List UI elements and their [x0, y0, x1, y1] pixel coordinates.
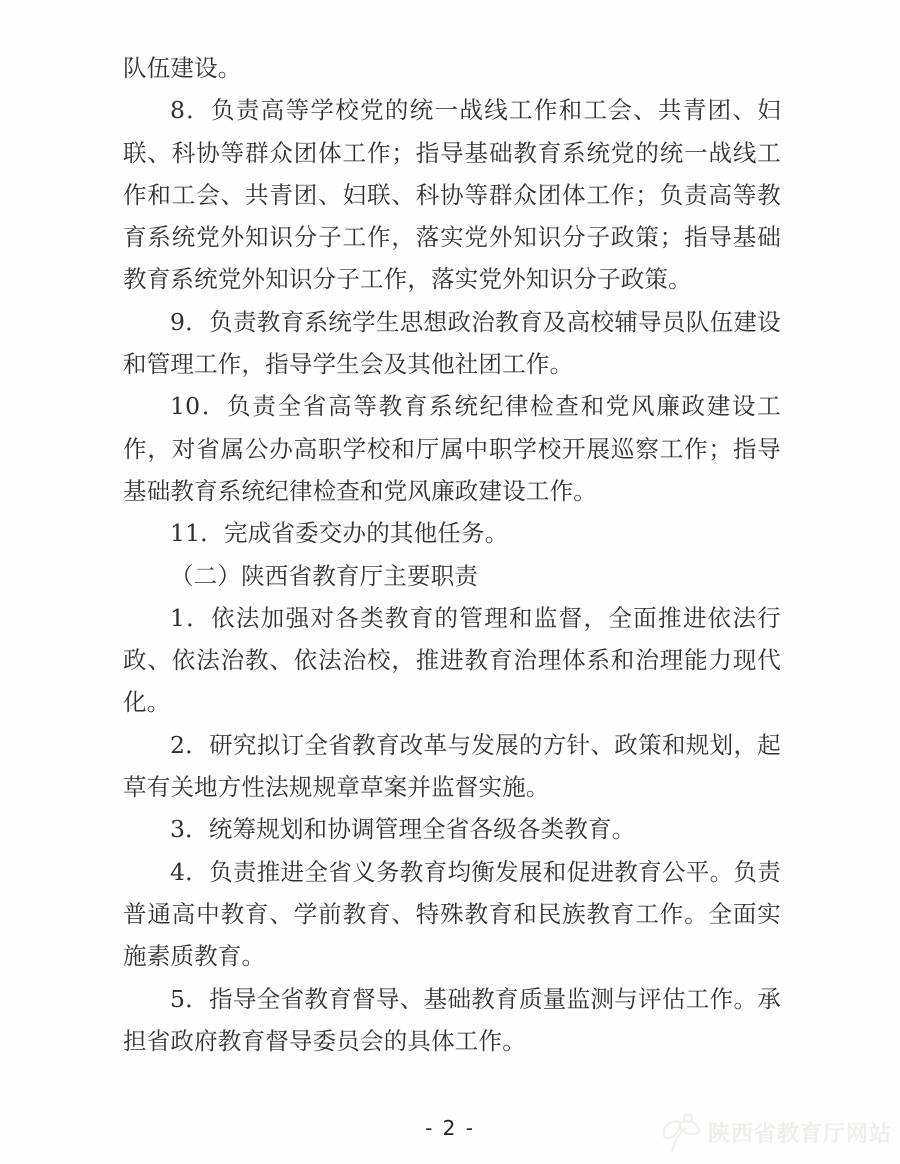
page-number: - 2 -	[425, 1116, 475, 1140]
paragraph-item-4: 4．负责推进全省义务教育均衡发展和促进教育公平。负责普通高中教育、学前教育、特殊教育和民族教育工作。全面实施素质教育。	[123, 857, 781, 971]
paragraph-item-3: 3．统筹规划和协调管理全省各级各类教育。	[170, 815, 636, 844]
site-watermark	[658, 1110, 892, 1154]
paragraph-item-10: 10．负责全省高等教育系统纪律检查和党风廉政建设工作，对省属公办高职学校和厅属中职学校开展巡察工作；指导基础教育系统纪律检查和党风廉政建设工作。	[123, 392, 781, 505]
paragraph-item-11: 11．完成省委交办的其他任务。	[170, 519, 509, 548]
paragraph-item-2: 2．研究拟订全省教育改革与发展的方针、政策和规划，起草有关地方性法规规章草案并监督实施。	[123, 730, 781, 802]
document-body	[123, 47, 781, 1062]
section-heading-2: （二）陕西省教育厅主要职责	[170, 561, 479, 590]
paragraph-item-9: 9．负责教育系统学生思想政治教育及高校辅导员队伍建设和管理工作，指导学生会及其他社团工作。	[123, 307, 781, 379]
watermark-text: 陕西省教育厅网站	[707, 1120, 892, 1147]
paragraph-continuation: 队伍建设。	[123, 54, 242, 82]
paragraph-item-5: 5．指导全省教育督导、基础教育质量监测与评估工作。承担省政府教育督导委员会的具体工作。	[123, 984, 781, 1055]
paragraph-item-1: 1．依法加强对各类教育的管理和监督，全面推进依法行政、依法治教、依法治校，推进教育治理体系和治理能力现代化。	[123, 603, 781, 717]
paragraph-item-8: 8．负责高等学校党的统一战线工作和工会、共青团、妇联、科协等群众团体工作；指导基础教育系统党的统一战线工作和工会、共青团、妇联、科协等群众团体工作；负责高等教育系统党外知识分子工作，落实党外知识分子政策；指导基础教育系统党外知识分子工作，落实党外知识分子政策。	[123, 96, 781, 294]
leaf-logo-icon	[658, 1110, 704, 1154]
